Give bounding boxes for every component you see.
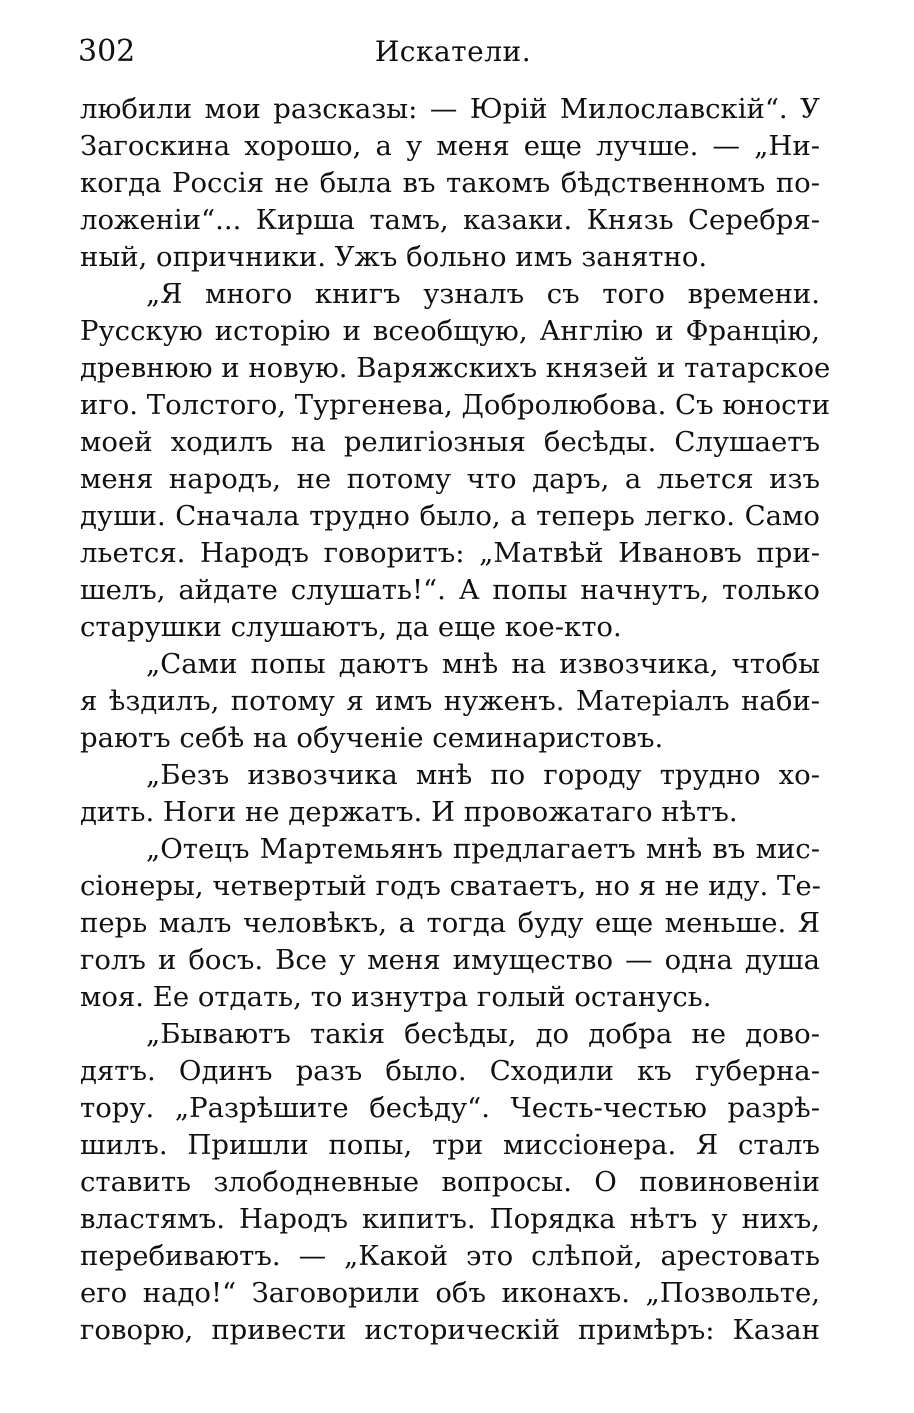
text-line: моя. Ее отдать, то изнутра голый останусь. bbox=[80, 981, 712, 1013]
paragraph bbox=[80, 276, 831, 646]
text-line: дить. Ноги не держатъ. И провожатаго нѣтъ. bbox=[80, 796, 738, 828]
paragraph bbox=[80, 757, 820, 831]
paragraph bbox=[80, 91, 820, 276]
text-line: дятъ. Одинъ разъ было. Сходили къ губерна- bbox=[80, 1055, 820, 1087]
text-line: тору. „Разрѣшите бесѣду“. Честь-честью разрѣ- bbox=[80, 1092, 820, 1124]
text-line: ный, опричники. Ужъ больно имъ занятно. bbox=[80, 241, 708, 273]
text-line: древнюю и новую. Варяжскихъ князей и татарское bbox=[80, 352, 831, 384]
text-line: перебиваютъ. — „Какой это слѣпой, арестовать bbox=[80, 1240, 820, 1272]
text-line: голъ и босъ. Все у меня имущество — одна душа bbox=[80, 944, 820, 976]
text-line: старушки слушаютъ, да еще кое-кто. bbox=[80, 611, 622, 643]
text-line: ставить злободневные вопросы. О повиновеніи bbox=[80, 1166, 820, 1198]
text-line: когда Россія не была въ такомъ бѣдственномъ по- bbox=[80, 167, 820, 199]
text-line: ложеніи“... Кирша тамъ, казаки. Князь Серебря- bbox=[80, 204, 820, 236]
text-line: Русскую исторію и всеобщую, Англію и Францію, bbox=[80, 315, 820, 347]
paragraph bbox=[80, 646, 820, 757]
text-line: льется. Народъ говоритъ: „Матвѣй Ивановъ при- bbox=[80, 537, 820, 569]
text-line: „Сами попы даютъ мнѣ на извозчика, чтобы bbox=[146, 648, 820, 680]
text-line: шилъ. Пришли попы, три миссіонера. Я сталъ bbox=[80, 1129, 820, 1161]
text-line: раютъ себѣ на обученіе семинаристовъ. bbox=[80, 722, 664, 754]
running-title: Искатели. bbox=[374, 35, 532, 68]
page-text bbox=[80, 91, 831, 1349]
text-line: я ѣздилъ, потому я имъ нуженъ. Матеріалъ наби- bbox=[80, 685, 820, 717]
text-line: его надо!“ Заговорили объ иконахъ. „Позвольте, bbox=[80, 1277, 820, 1309]
page-header bbox=[78, 30, 828, 74]
text-line: Загоскина хорошо, а у меня еще лучше. — „Ни- bbox=[80, 130, 820, 162]
text-line: шелъ, айдате слушать!“. А попы начнутъ, только bbox=[80, 574, 820, 606]
text-line: властямъ. Народъ кипитъ. Порядка нѣтъ у нихъ, bbox=[80, 1203, 820, 1235]
text-line: моей ходилъ на религіозныя бесѣды. Слушаетъ bbox=[80, 426, 820, 458]
text-line: любили мои разсказы: — Юрій Милославскій“. У bbox=[80, 93, 820, 125]
text-line: души. Сначала трудно было, а теперь легко. Само bbox=[80, 500, 820, 532]
paragraph bbox=[80, 831, 820, 1016]
paragraph bbox=[80, 1016, 820, 1349]
text-line: „Безъ извозчика мнѣ по городу трудно хо- bbox=[146, 759, 820, 791]
text-line: иго. Толстого, Тургенева, Добролюбова. Съ юности bbox=[80, 389, 831, 421]
text-line: говорю, привести историческій примѣръ: Казан bbox=[80, 1314, 820, 1346]
text-line: „Бываютъ такія бесѣды, до добра не дово- bbox=[146, 1018, 820, 1050]
text-line: сіонеры, четвертый годъ сватаетъ, но я не иду. Те- bbox=[80, 870, 821, 902]
text-line: перь малъ человѣкъ, а тогда буду еще меньше. Я bbox=[80, 907, 820, 939]
text-line: „Отецъ Мартемьянъ предлагаетъ мнѣ въ мис- bbox=[146, 833, 820, 865]
page-number: 302 bbox=[78, 34, 136, 69]
text-line: „Я много книгъ узналъ съ того времени. bbox=[146, 278, 820, 310]
text-line: меня народъ, не потому что даръ, а льется изъ bbox=[80, 463, 820, 495]
